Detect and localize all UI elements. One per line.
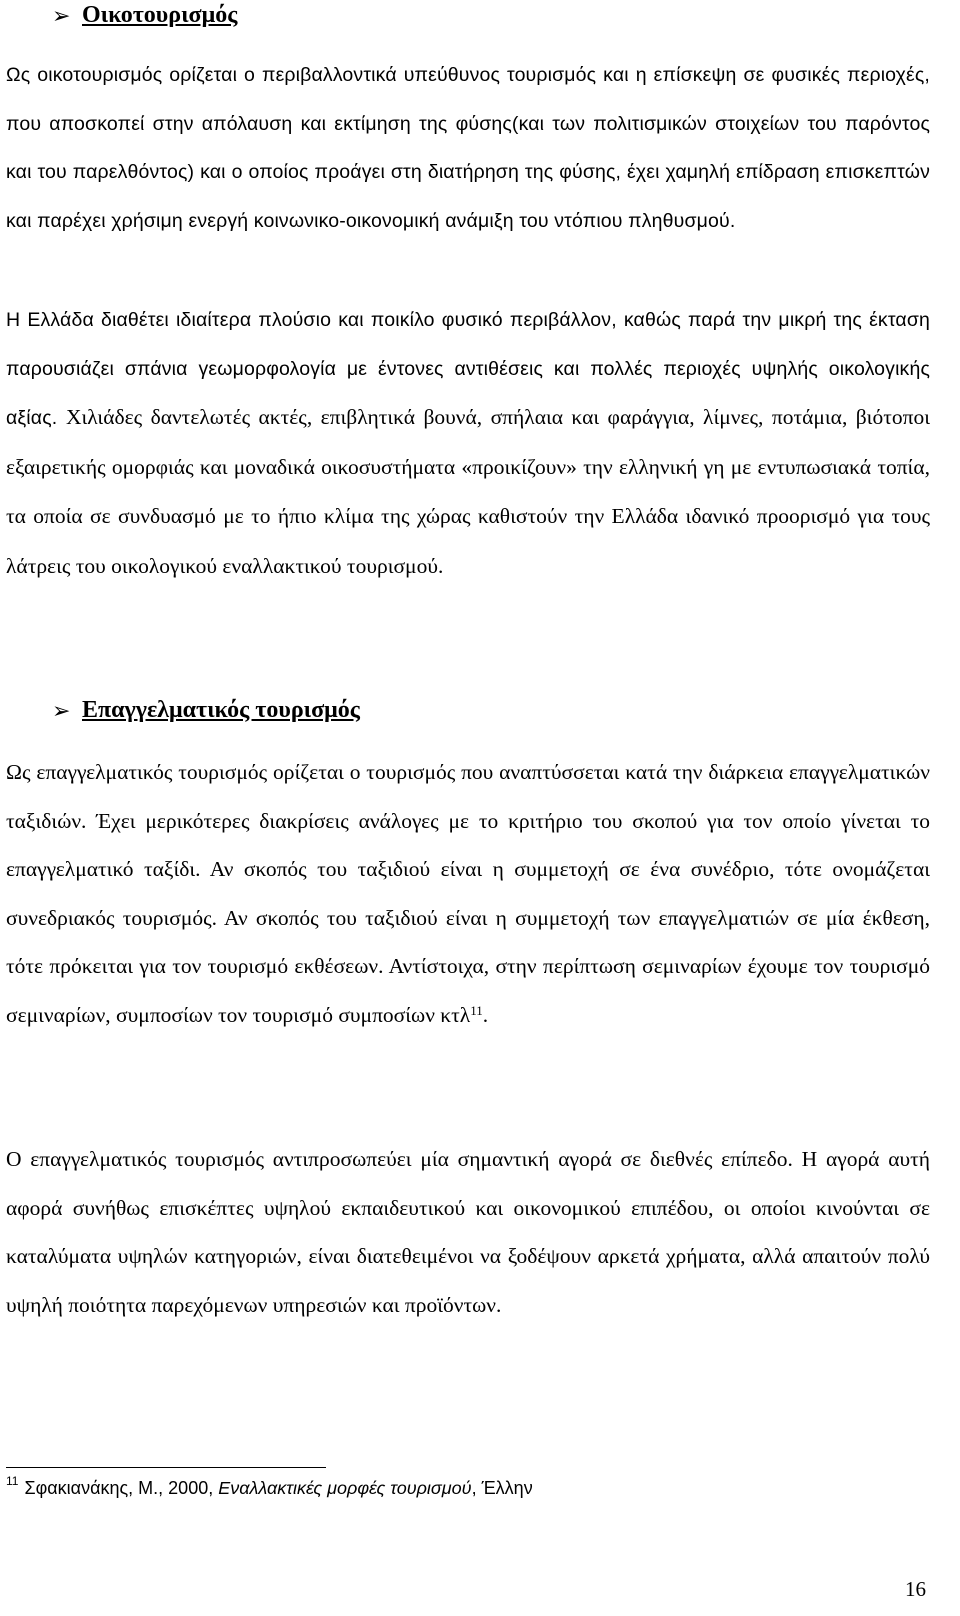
paragraph: [6, 296, 930, 591]
paragraph: Ως οικοτουρισμός ορίζεται ο περιβαλλοντικά υπεύθυνος τουρισμός και η επίσκεψη σε φυσικές περιοχές, που αποσκοπεί στην απόλαυση και εκτίμηση της φύσης(και των πολιτισμικών στοιχείων του παρόντος και του παρελθόντος) και ο οποίος προάγει στη διατήρηση της φύσης, έχει χαμηλή επίδραση επισκεπτών και παρέχει χρήσιμη ενεργή κοινωνικο-οικονομική ανάμιξη του ντόπιου πληθυσμού.: [6, 64, 930, 232]
footnote: [6, 1474, 533, 1499]
page-number: 16: [905, 1577, 926, 1601]
footnote-reference: 11: [470, 1002, 483, 1018]
section-title: Επαγγελματικός τουρισμός: [82, 697, 360, 723]
paragraph: [6, 748, 930, 1039]
arrow-bullet-icon: ➢: [52, 2, 71, 28]
footnote-divider: [6, 1467, 326, 1468]
arrow-bullet-icon: ➢: [52, 697, 71, 723]
section-heading-ecotourism: [52, 2, 237, 29]
footnote-author: Σφακιανάκης, Μ., 2000,: [24, 1478, 219, 1498]
footnote-mark: 11: [6, 1474, 19, 1488]
section-title: Οικοτουρισμός: [82, 2, 238, 28]
paragraph-part: Χιλιάδες δαντελωτές ακτές, επιβλητικά βουνά, σπήλαια και φαράγγια, λίμνες, ποτάμια, βιότοποι εξαιρετικής ομορφιάς και μοναδικά οικοσυστήματα «προικίζουν» την ελληνική γη με εντυπωσιακά τοπία, τα οποία σε συνδυασμό με το ήπιο κλίμα της χώρας καθιστούν την Ελλάδα ιδανικό προορισμό για τους λάτρεις του οικολογικού εναλλακτικού τουρισμού.: [6, 405, 930, 578]
paragraph-end: .: [482, 1002, 489, 1027]
paragraph-part: Η Ελλάδα διαθέτει ιδιαίτερα πλούσιο και ποικίλο φυσικό περιβάλλον, καθώς παρά την μικρή της έκταση παρουσιάζει σπάνια γεωμορφολογία με έντονες αντιθέσεις και πολλές περιοχές υψηλής οικολογικής αξίας.: [6, 309, 930, 429]
paragraph: Ο επαγγελματικός τουρισμός αντιπροσωπεύει μία σημαντική αγορά σε διεθνές επίπεδο. Η αγορά αυτή αφορά συνήθως επισκέπτες υψηλού εκπαιδευτικού και οικονομικού επιπέδου, οι οποίοι κινούνται σε καταλύματα υψηλών κατηγοριών, είναι διατεθειμένοι να ξοδέψουν αρκετά χρήματα, αλλά απαιτούν πολύ υψηλή ποιότητα παρεχόμενων υπηρεσιών και προϊόντων.: [6, 1147, 930, 1317]
paragraph-text: Ως επαγγελματικός τουρισμός ορίζεται ο τουρισμός που αναπτύσσεται κατά την διάρκεια επαγγελματικών ταξιδιών. Έχει μερικότερες διακρίσεις ανάλογες με το κριτήριο του σκοπού για τον οποίο γίνεται το επαγγελματικό ταξίδι. Αν σκοπός του ταξιδιού είναι η συμμετοχή σε ένα συνέδριο, τότε ονομάζεται συνεδριακός τουρισμός. Αν σκοπός του ταξιδιού είναι η συμμετοχή των επαγγελματιών σε μία έκθεση, τότε πρόκειται για τον τουρισμό εκθέσεων. Αντίστοιχα, στην περίπτωση σεμιναρίων έχουμε τον τουρισμό σεμιναρίων, συμποσίων τον τουρισμό συμποσίων κτλ: [6, 760, 930, 1027]
footnote-publisher: , Έλλην: [471, 1478, 533, 1498]
footnote-title: Εναλλακτικές μορφές τουρισμού: [218, 1478, 472, 1498]
section-heading-business-tourism: [52, 697, 360, 724]
